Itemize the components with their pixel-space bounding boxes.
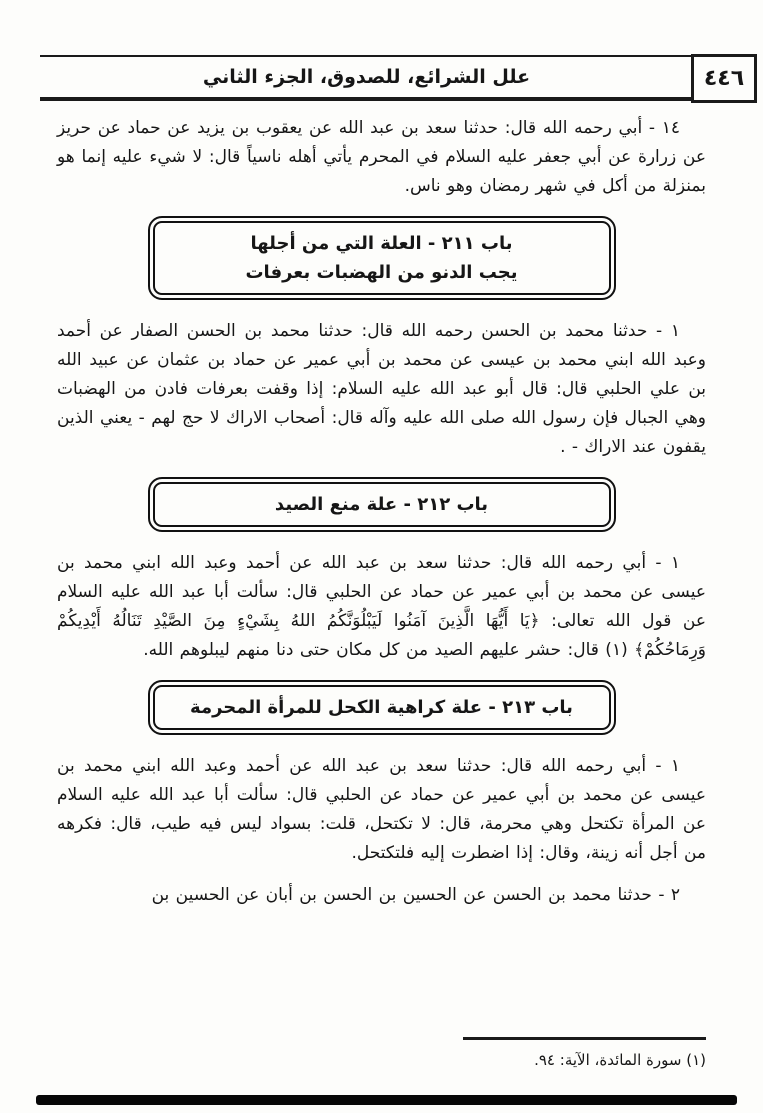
chapter-211-title-line2: يجب الدنو من الهضبات بعرفات <box>245 262 518 283</box>
chapter-213-title: باب ٢١٣ - علة كراهية الكحل للمرأة المحرمة <box>190 697 573 718</box>
page-number: ٤٤٦ <box>703 66 745 91</box>
chapter-211-heading-box <box>148 216 616 300</box>
book-title: علل الشرائع، للصدوق، الجزء الثاني <box>202 66 531 88</box>
footnote-text: (١) سورة المائدة، الآية: ٩٤. <box>534 1051 706 1069</box>
chapter-212-heading <box>153 482 611 527</box>
footnote-separator <box>463 1037 706 1040</box>
hadith-14-paragraph: ١٤ - أبي رحمه الله قال: حدثنا سعد بن عبد الله عن يعقوب بن يزيد عن حماد عن حريز عن زرارة عن أبي جعفر عليه السلام في المحرم يأتي أهله ناسياً قال: لا شيء عليه إنما هو بمنزلة من أكل في شهر رمضان وهو ناس. <box>57 118 706 196</box>
chapter-212-title: باب ٢١٢ - علة منع الصيد <box>274 494 489 515</box>
chapter-213-heading-box <box>148 680 616 735</box>
chapter-212-hadith-1-paragraph: ١ - أبي رحمه الله قال: حدثنا سعد بن عبد الله عن أحمد وعبد الله ابني محمد بن عيسى عن محمد بن أبي عمير عن حماد عن الحلبي قال: سألت أبا عبد الله عليه السلام عن قول الله تعالى: ﴿يَا أَيُّهَا الَّذِينَ آمَنُوا لَيَبْلُوَنَّكُمُ اللهُ بِشَيْءٍ مِنَ الصَّيْدِ تَنَالُهُ أَيْدِيكُمْ وَرِمَاحُكُمْ﴾ (١) قال: حشر عليهم الصيد من كل مكان حتى دنا منهم ليبلوهم الله. <box>57 553 706 660</box>
footnote-area <box>57 1037 706 1071</box>
chapter-213-hadith-1-paragraph: ١ - أبي رحمه الله قال: حدثنا سعد بن عبد الله عن أحمد وعبد الله ابني محمد بن عيسى عن محمد بن أبي عمير عن حماد عن الحلبي قال: سألت أبا عبد الله عليه السلام عن المرأة تكتحل وهي محرمة، قال: لا تكتحل، قلت: بسواد ليس فيه طيب، قال: فكرهه من أجل أنه زينة، وقال: إذا اضطرت إليه فلتكتحل. <box>57 756 706 863</box>
bottom-scan-bar <box>36 1095 737 1105</box>
chapter-211-hadith-1-paragraph: ١ - حدثنا محمد بن الحسن رحمه الله قال: حدثنا محمد بن الحسن الصفار عن أحمد وعبد الله ابني محمد بن عيسى عن محمد بن أبي عمير عن حماد بن عثمان عن عبيد الله بن علي الحلبي قال: قال أبو عبد الله عليه السلام: إذا وقفت بعرفات فادن من الهضبات وهي الجبال فإن رسول الله صلى الله عليه وآله قال: أصحاب الاراك لا حج لهم - يعني الذين يقفون عند الاراك - . <box>57 321 706 457</box>
page-number-box <box>691 54 757 103</box>
chapter-211-title-line1: باب ٢١١ - العلة التي من أجلها <box>250 233 513 254</box>
page-header <box>40 55 693 101</box>
chapter-212-heading-box <box>148 477 616 532</box>
chapter-213-hadith-2-partial-paragraph: ٢ - حدثنا محمد بن الحسن عن الحسين بن الحسن بن أبان عن الحسين بن <box>151 885 680 905</box>
page-body <box>57 114 706 910</box>
chapter-213-heading <box>153 685 611 730</box>
chapter-211-heading <box>153 221 611 295</box>
